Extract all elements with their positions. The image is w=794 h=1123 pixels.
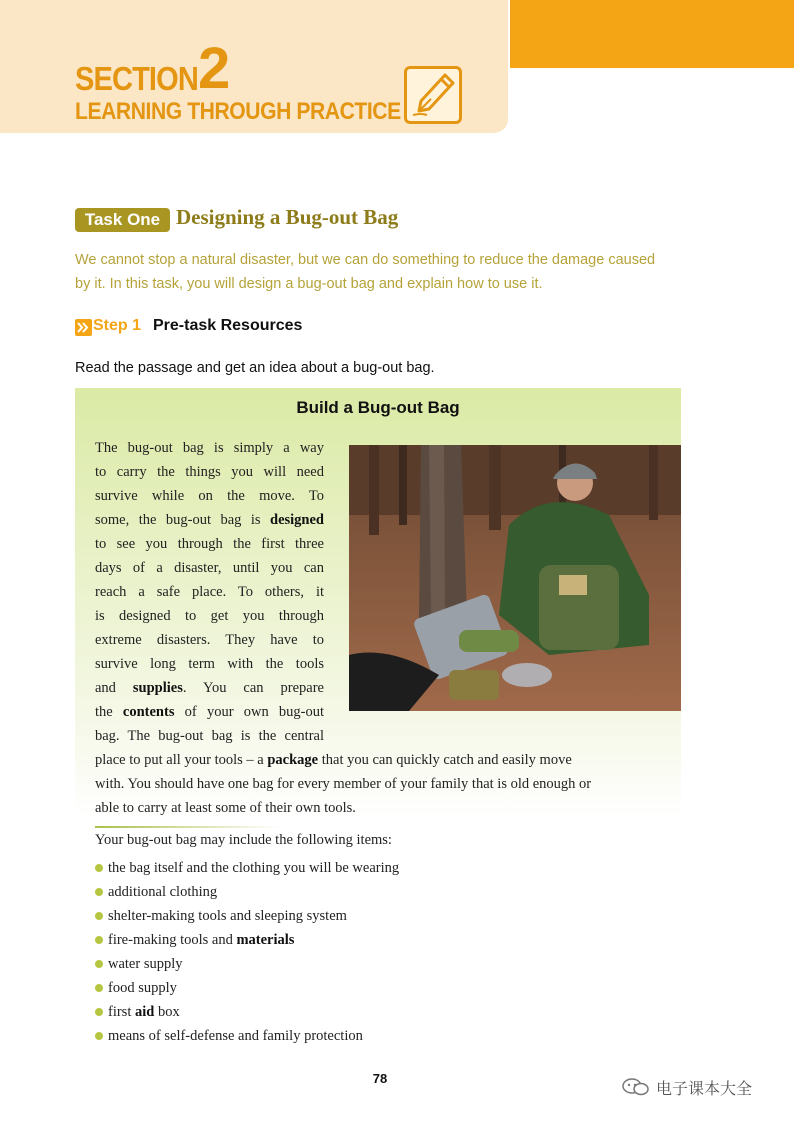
passage-line — [95, 700, 324, 724]
bullet-icon — [95, 960, 103, 968]
text-run: the — [95, 704, 123, 720]
bullet-icon — [95, 1008, 103, 1016]
text-run: additional clothing — [108, 884, 218, 900]
section-number: 2 — [198, 36, 231, 101]
list-item — [95, 856, 399, 880]
passage-line — [95, 748, 665, 772]
passage-line — [95, 604, 324, 628]
bullet-icon — [95, 912, 103, 920]
step-title: Pre-task Resources — [153, 317, 303, 334]
chat-icon — [622, 1077, 650, 1097]
text-run: survive while on the move. To — [95, 488, 324, 504]
text-run: first — [108, 1004, 135, 1020]
header-accent-bar — [510, 0, 794, 68]
text-run: to carry the things you will need — [95, 464, 324, 480]
text-run: with. You should have one bag for every member of your family that is old enough or — [95, 776, 592, 792]
passage-line — [95, 460, 324, 484]
list-item — [95, 1000, 399, 1024]
section-word: SECTION — [75, 60, 198, 97]
text-run: water supply — [108, 956, 183, 972]
passage-line — [95, 724, 324, 748]
text-run: some, the bug-out bag is — [95, 512, 270, 528]
list-item — [95, 1024, 399, 1048]
text-run: reach a safe place. To others, it — [95, 584, 324, 600]
list-item — [95, 904, 399, 928]
text-run: the bag itself and the clothing you will be wearing — [108, 860, 400, 876]
text-run: extreme disasters. They have to — [95, 632, 324, 648]
step-label: Step 1 — [93, 317, 142, 334]
keyword: designed — [270, 512, 324, 528]
text-run: . You can prepare — [182, 680, 324, 696]
text-run: is designed to get you through — [95, 608, 324, 624]
bullet-icon — [95, 888, 103, 896]
bullet-icon — [95, 1032, 103, 1040]
bullet-icon — [95, 984, 103, 992]
passage-line — [95, 484, 324, 508]
text-run: shelter-making tools and sleeping system — [108, 908, 347, 924]
task-badge: Task One — [75, 208, 170, 232]
keyword: aid — [134, 1004, 155, 1020]
list-item — [95, 928, 399, 952]
text-run: to see you through the first three — [95, 536, 324, 552]
text-run: box — [154, 1004, 180, 1020]
passage-line — [95, 628, 324, 652]
passage-line — [95, 772, 665, 796]
passage-line — [95, 796, 665, 820]
passage-line — [95, 532, 324, 556]
task-intro — [75, 248, 687, 296]
text-run: that you can quickly catch and easily move — [318, 752, 572, 768]
text-run: fire-making tools and — [108, 932, 237, 948]
text-run: food supply — [108, 980, 177, 996]
watermark-text: 电子课本大全 — [656, 1079, 753, 1098]
list-intro: Your bug-out bag may include the following items: — [95, 832, 392, 848]
bullet-icon — [95, 864, 103, 872]
text-run: The bug-out bag is simply a way — [95, 440, 324, 456]
passage-line — [95, 580, 324, 604]
passage-line — [95, 652, 324, 676]
passage-line — [95, 508, 324, 532]
passage-line — [95, 436, 324, 460]
passage-column — [95, 436, 324, 748]
text-run: days of a disaster, until you can — [95, 560, 324, 576]
item-list — [95, 856, 399, 1048]
text-run: of your own bug-out — [174, 704, 324, 720]
text-run: and — [95, 680, 133, 696]
text-run: bag. The bug-out bag is the central — [95, 728, 324, 744]
task-title: Designing a Bug-out Bag — [176, 205, 399, 229]
passage-wide — [95, 748, 665, 820]
double-chevron-icon — [75, 319, 92, 336]
keyword: materials — [236, 932, 295, 948]
page-number: 78 — [372, 1071, 388, 1086]
keyword: contents — [122, 704, 175, 720]
bullet-icon — [95, 936, 103, 944]
text-run: survive long term with the tools — [95, 656, 324, 672]
text-run: able to carry at least some of their own tools. — [95, 800, 356, 816]
intro-line: by it. In this task, you will design a bug-out bag and explain how to use it. — [75, 276, 543, 292]
text-run: means of self-defense and family protection — [108, 1028, 363, 1044]
text-run: place to put all your tools – a — [95, 752, 268, 768]
list-item — [95, 976, 399, 1000]
passage-line — [95, 676, 324, 700]
section-subtitle: LEARNING THROUGH PRACTICE — [75, 98, 401, 125]
pen-icon — [404, 66, 462, 124]
keyword: package — [267, 752, 319, 768]
list-item — [95, 952, 399, 976]
step-instruction: Read the passage and get an idea about a bug-out bag. — [75, 360, 435, 376]
keyword: supplies — [132, 680, 183, 696]
reading-title: Build a Bug-out Bag — [296, 398, 460, 417]
passage-line — [95, 556, 324, 580]
bug-out-bag-photo — [349, 445, 681, 711]
intro-line: We cannot stop a natural disaster, but we can do something to reduce the damage caused — [75, 252, 656, 268]
divider — [95, 826, 280, 828]
list-item — [95, 880, 399, 904]
